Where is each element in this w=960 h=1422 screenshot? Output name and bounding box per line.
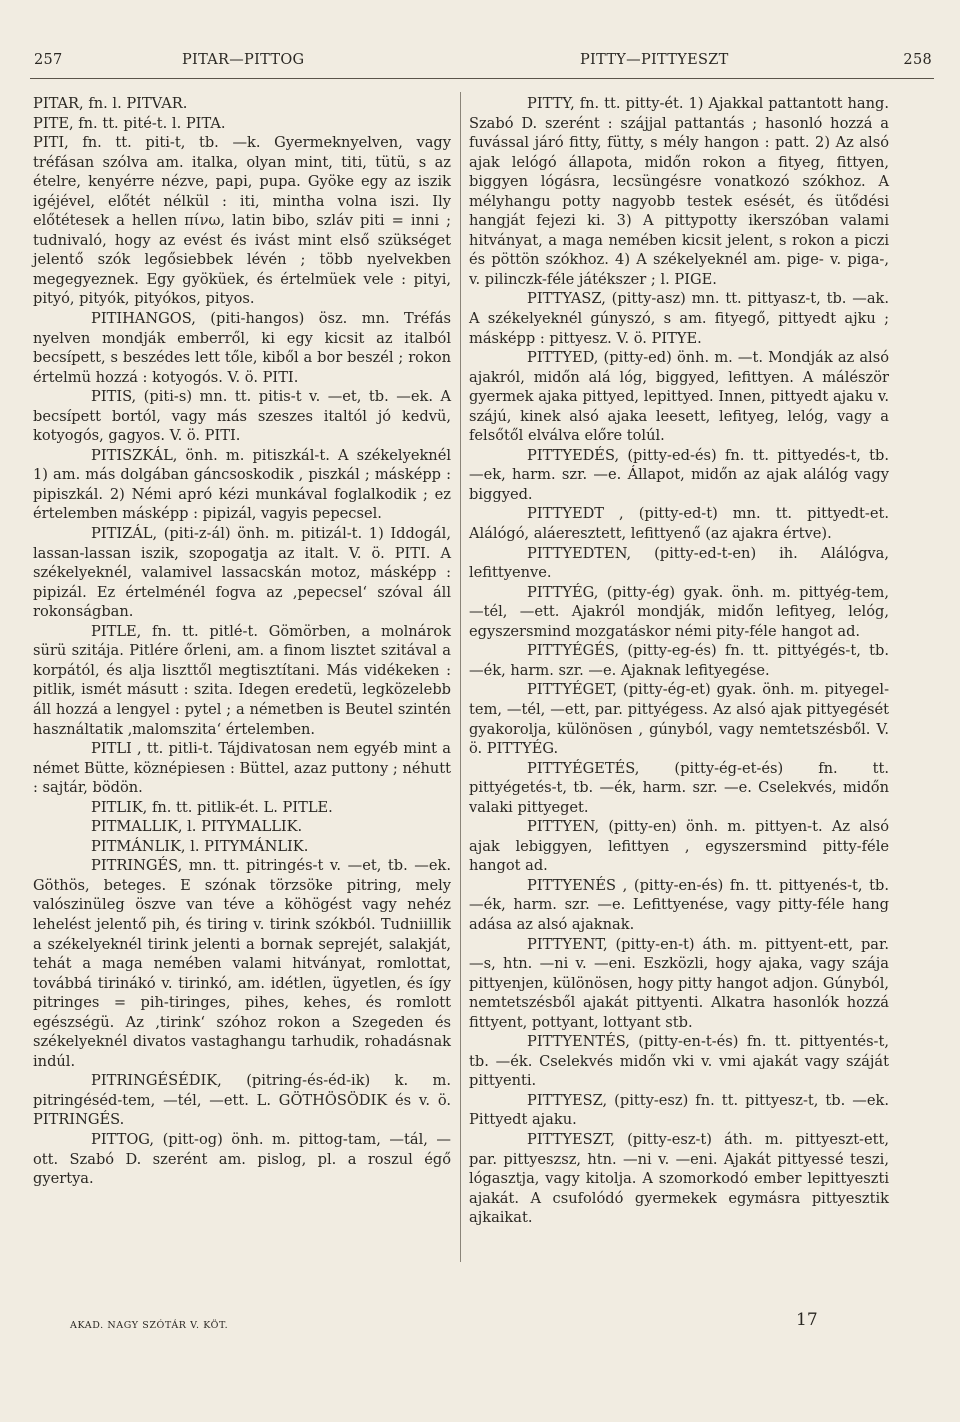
dictionary-entry: PITI, fn. tt. piti-t, tb. —k. Gyermeknyelven, vagy tréfásan szólva am. italka, olyan mint, titi, tütü, s az ételre, kenyérre nézve, papi, pupa. Gyöke egy az iszik igéjével, előtét nélkül : iti, mintha volna iszi. Ily előtétesek a hellen πίνω, latin bibo, szláv piti = inni ; tudnivaló, hogy az evést és ivást mint első szükséget jelentő szók legősiebbek lévén ; több nyelvekben megegyeznek. Egy gyöküek, és értelmüek vele : pityi, pityó, pityók, pityókos, pityos.	[33, 134, 451, 308]
dictionary-entry: PITTYESZT, (pitty-esz-t) áth. m. pittyeszt-ett, par. pittyeszsz, htn. —ni v. —eni. Ajakát pittyessé teszi, lógasztja, vagy kitolja. A szomorkodó ember lepittyeszti ajakát. A csufolódó gyermekek egymásra pittyesztik ajkaikat.	[469, 1130, 889, 1227]
dictionary-entry: PITAR, fn. l. PITVAR.	[33, 95, 188, 112]
dictionary-entry: PITLIK, fn. tt. pitlik-ét. L. PITLE.	[91, 798, 333, 816]
dictionary-entry: PITE, fn. tt. pité-t. l. PITA.	[33, 114, 226, 132]
dictionary-entry: PITTY, fn. tt. pitty-ét. 1) Ajakkal pattantott hang. Szabó D. szerént : szájjal pattantás ; hasonló hozzá a fuvással járó fitty, fütty, s mély hangon : patt. 2) Az alsó ajak lelógó állapota, midőn rokon a fityeg, fittyen, biggyen lógásra, lecsüngésre vonatkozó szókhoz. A mélyhangu potty nagyobb testek esését, és ütődési hangját fejezi ki. 3) A pittypotty ikerszóban valami hitványat, a maga nemében kicsit jelent, s rokon a piczi és pöttön szókhoz. 4) A székelyeknél am. pige- v. piga-, v. pilinczk-féle játékszer ; l. PIGE.	[469, 95, 889, 288]
dictionary-entry: PITTYÉG, (pitty-ég) gyak. önh. m. pittyég-tem, —tél, —ett. Ajakról mondják, midőn lefityeg, lelóg, egyszersmind mozgatáskor némi pity-féle hangot ad.	[469, 583, 889, 640]
dictionary-entry: PITTYÉGET, (pitty-ég-et) gyak. önh. m. pityegel-tem, —tél, —ett, par. pittyégess. Az alsó ajak pittyegését gyakorolja, különösen , gúnyból, vagy nemtetszésből. V. ö. PITTYÉG.	[469, 681, 889, 758]
left-column	[33, 94, 451, 1189]
dictionary-entry: PITTYEDT , (pitty-ed-t) mn. tt. pittyedt-et. Alálógó, aláeresztett, lefittyenő (az ajakra értve).	[469, 505, 889, 543]
right-running-title: PITTY—PITTYESZT	[580, 52, 729, 68]
running-head	[34, 52, 932, 76]
dictionary-entry: PITLI , tt. pitli-t. Tájdivatosan nem egyéb mint a német Bütte, köznépiesen : Büttel, azaz puttony ; néhutt : sajtár, bödön.	[33, 740, 452, 797]
dictionary-entry: PITLE, fn. tt. pitlé-t. Gömörben, a molnárok sürü szitája. Pitlére őrleni, am. a finom lisztet szitával a korpától, és alja liszttől megtisztítani. Más vidékeken : pitlik, ismét másutt : szita. Idegen eredetü, legközelebb áll hozzá a lengyel : pytel ; a németben is Beutel szintén használtatik ‚malomszita‘ értelemben.	[33, 622, 451, 738]
dictionary-entry: PITTYENT, (pitty-en-t) áth. m. pittyent-ett, par. —s, htn. —ni v. —eni. Eszközli, hogy ajaka, vagy szája pittyenjen, különösen, hogy pitty hangot adjon. Gúnyból, nemtetszésből ajakát pittyenti. Alkatra hasonlók hozzá fittyent, pottyant, lottyant stb.	[469, 935, 889, 1031]
dictionary-entry: PITIS, (piti-s) mn. tt. pitis-t v. —et, tb. —ek. A becsípett bortól, vagy más szeszes italtól jó kedvü, kotyogós, gagyos. V. ö. PITI.	[33, 388, 451, 445]
dictionary-entry: PITTYÉGETÉS, (pitty-ég-et-és) fn. tt. pittyégetés-t, tb. —ék, harm. szr. —e. Cselekvés, midőn valaki pittyeget.	[469, 759, 889, 816]
column-divider	[460, 92, 461, 1262]
dictionary-entry: PITTYENTÉS, (pitty-en-t-és) fn. tt. pittyentés-t, tb. —ék. Cselekvés midőn vki v. vmi ajakát vagy száját pittyenti.	[469, 1033, 889, 1090]
right-page-number: 258	[903, 52, 932, 68]
dictionary-entry: PITTYEN, (pitty-en) önh. m. pittyen-t. Az alsó ajak lebiggyen, lefittyen , egyszersmind pitty-féle hangot ad.	[469, 818, 889, 875]
dictionary-entry: PITTYEDÉS, (pitty-ed-és) fn. tt. pittyedés-t, tb. —ek, harm. szr. —e. Állapot, midőn az ajak alálóg vagy biggyed.	[469, 446, 889, 503]
dictionary-entry: PITMÁNLIK, l. PITYMÁNLIK.	[91, 837, 309, 855]
printer-signature: AKAD. NAGY SZÓTÁR V. KÖT.	[70, 1320, 229, 1331]
dictionary-entry: PITISZKÁL, önh. m. pitiszkál-t. A székelyeknél 1) am. más dolgában gáncsoskodik , piszkál ; másképp : pipiszkál. 2) Némi apró kézi munkával foglalkodik ; ez értelemben másképp : pipizál, vagyis pepecsel.	[33, 446, 451, 523]
dictionary-entry: PITMALLIK, l. PITYMALLIK.	[91, 818, 303, 836]
dictionary-entry: PITTOG, (pitt-og) önh. m. pittog-tam, —tál, —ott. Szabó D. szerént am. pislog, pl. a roszul égő gyertya.	[33, 1130, 451, 1188]
dictionary-entry: PITRINGÉS, mn. tt. pitringés-t v. —et, tb. —ek. Göthös, beteges. E szónak törzsöke pitring, mely valószinüleg öszve van téve a köhögést vagy nehéz lehelést jelentő pih, és tiring v. tirink szókból. Tudniillik a székelyeknél tirink jelenti a bornak seprejét, salakját, tehát a maga nemében valami hitványat, romlottat, továbbá tirinákó v. tirinkó, am. idétlen, ügyetlen, és így pitringes = pih-tiringes, pihes, kehes, és romlott egészségü. Az ‚tirink‘ szóhoz rokon a Szegeden és székelyeknél divatos vastaghangu tarhudik, rohadásnak indúl.	[33, 857, 451, 1070]
dictionary-entry: PITTYED, (pitty-ed) önh. m. —t. Mondják az alsó ajakról, midőn alá lóg, biggyed, lefittyen. A máléször gyermek ajaka pittyed, lepittyed. Innen, pittyedt ajaku v. szájú, kinek alsó ajaka leesett, lefityeg, lelóg, vagy a felsőtől elválva előre tolúl.	[469, 349, 889, 445]
dictionary-entry: PITIHANGOS, (piti-hangos) ösz. mn. Tréfás nyelven mondják emberről, ki egy kicsit az italból becsípett, s beszédes lett tőle, kiből a bor beszél ; rokon értelmü hozzá : kotyogós. V. ö. PITI.	[33, 310, 451, 386]
dictionary-entry: PITTYASZ, (pitty-asz) mn. tt. pittyasz-t, tb. —ak. A székelyeknél gúnyszó, s am. fityegő, pittyedt ajku ; másképp : pittyesz. V. ö. PITYE.	[469, 290, 889, 347]
left-running-title: PITAR—PITTOG	[182, 52, 305, 68]
dictionary-entry: PITTYENÉS , (pitty-en-és) fn. tt. pittyenés-t, tb. —ék, harm. szr. —e. Lefittyenése, vagy pitty-féle hang adása az alsó ajaknak.	[469, 876, 889, 933]
header-rule	[30, 78, 934, 79]
dictionary-entry: PITIZÁL, (piti-z-ál) önh. m. pitizál-t. 1) Iddogál, lassan-lassan iszik, szopogatja az italt. V. ö. PITI. A székelyeknél, valamivel lassacskán motoz, másképp : pipizál. Ez értelménél fogva az ‚pepecsel‘ szóval áll rokonságban.	[33, 525, 451, 621]
dictionary-entry: PITTYEDTEN, (pitty-ed-t-en) ih. Alálógva, lefittyenve.	[469, 544, 889, 582]
dictionary-entry: PITRINGÉSÉDIK, (pitring-és-éd-ik) k. m. pitringéséd-tem, —tél, —ett. L. GÖTHÖSÖDIK és v. ö. PITRINGÉS.	[33, 1072, 451, 1129]
dictionary-entry: PITTYESZ, (pitty-esz) fn. tt. pittyesz-t, tb. —ek. Pittyedt ajaku.	[469, 1091, 889, 1129]
right-column	[469, 94, 889, 1228]
sheet-number: 17	[796, 1310, 818, 1330]
left-page-number: 257	[34, 52, 63, 68]
dictionary-entry: PITTYÉGÉS, (pitty-eg-és) fn. tt. pittyégés-t, tb. —ék, harm. szr. —e. Ajaknak lefityegése.	[469, 642, 889, 679]
